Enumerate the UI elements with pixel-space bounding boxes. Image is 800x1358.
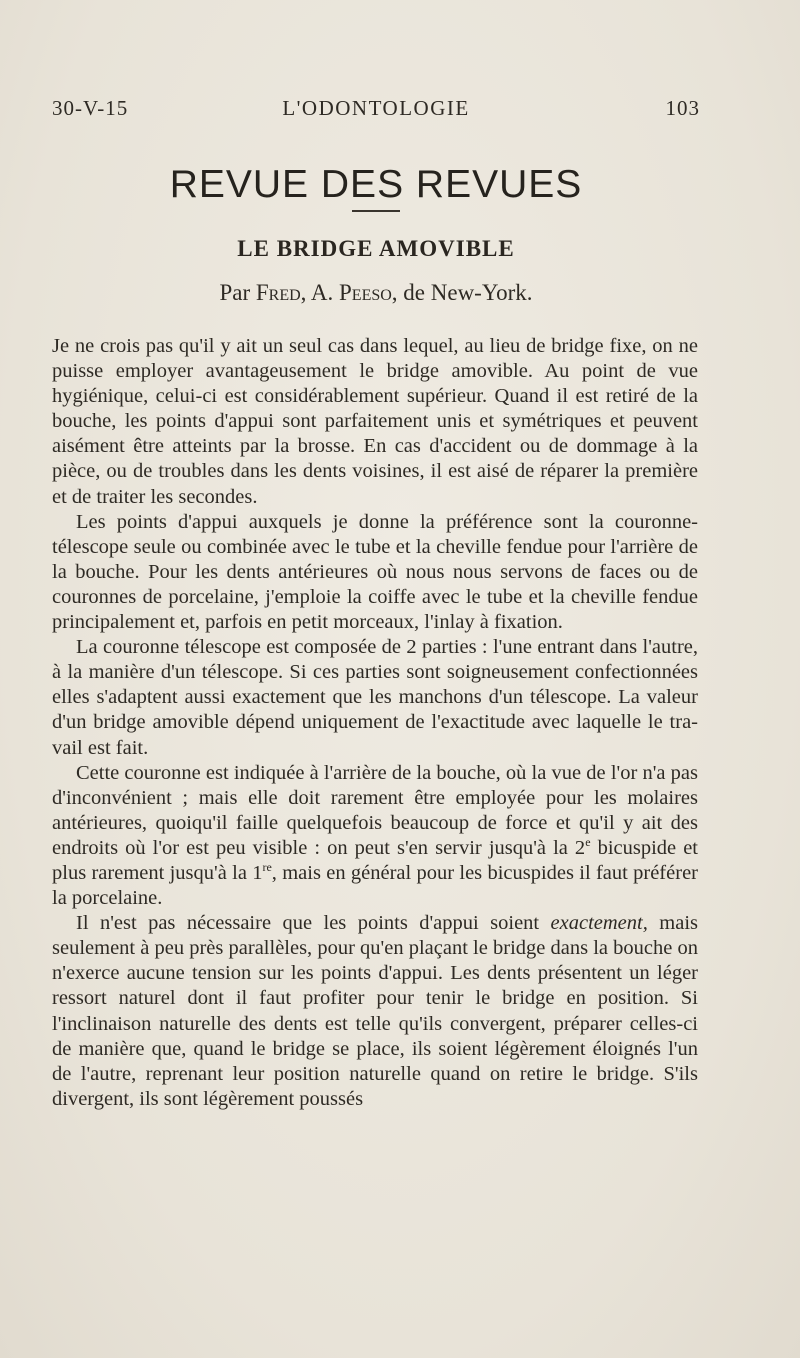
paragraph-5 — [52, 911, 698, 1112]
author-last-name: Peeso — [339, 280, 392, 305]
byline-prefix: Par — [219, 280, 256, 305]
paragraph-3: La couronne télescope est composée de 2 parties : l'une entrant dans l'autre, à la manière d'un télescope. Si ces parties sont soigneusement confectionnées elles s'adaptent aussi exactement que les manchons d'un télescope. La valeur d'un bridge amovible dépend uniquement de l'exactitude avec laquelle le travail est fait. — [52, 636, 698, 759]
paragraph-4-part-1: Cette couronne est indiquée à l'arrière de la bouche, où la vue de l'or n'a pas d'inconvénient ; mais elle doit rarement être employée pour les molaires antérieures, quoiqu'il faille quelquefois beaucoup de force et qu'il y ait des endroits où l'or est peu visible : on peut s'en servir jusqu'à la 2 — [52, 761, 698, 859]
paragraph-1: Je ne crois pas qu'il y ait un seul cas dans lequel, au lieu de bridge fixe, on ne puisse employer avantageusement le bridge amovible. Au point de vue hygiénique, celui-ci est considérablement supérieur. Quand il est retiré de la bouche, les points d'appui sont parfaitement unis et symétriques et peuvent aisément être atteints par la brosse. En cas d'accident ou de dommage à la pièce, ou de troubles dans les dents voisines, il est aisé de réparer la première et de traiter les secondes. — [52, 335, 698, 508]
author-first-name: Fred — [255, 280, 301, 305]
paragraph-4-part-2: bicuspide et plus rarement jusqu'à la 1 — [52, 836, 698, 884]
article-title: LE BRIDGE AMOVIBLE — [237, 236, 515, 261]
paragraph-5-part-2: mais seulement à peu près parallèles, pour qu'en plaçant le bridge dans la bouche on n'exerce aucune tension sur les points d'appui. Les dents présentent un léger ressort naturel dont il faut profiter pour tenir le bridge en position. Si l'inclinaison naturelle des dents est telle qu'ils convergent, préparer celles-ci de manière que, quand le bridge se place, ils soient légèrement éloignés l'un de l'autre, reprenant leur position naturelle quand on retire le bridge. S'ils divergent, ils sont légèrement poussés — [52, 912, 698, 1110]
paragraph-2: Les points d'appui auxquels je donne la préférence sont la couronne-télescope seule ou combinée avec le tube et la cheville fendue pour l'arrière de la bouche. Pour les dents antérieures où nous nous servons de faces ou de couronnes de porcelaine, j'emploie la coiffe avec le tube et la cheville fendue principalement et, parfois en petit morceaux, l'inlay à fixation. — [52, 510, 698, 634]
journal-title: L'ODONTOLOGIE — [282, 96, 470, 120]
title-divider — [352, 210, 400, 212]
running-head — [52, 96, 700, 126]
byline-initial: , A. — [300, 280, 339, 305]
emphasis-exactement: exactement, — [550, 912, 648, 935]
paragraph-4-part-3: , mais en général pour les bicuspides il faut préférer la porcelaine. — [52, 861, 698, 910]
article-body — [52, 334, 698, 1112]
ordinal-superscript-re: re — [262, 860, 272, 875]
byline — [52, 280, 700, 306]
issue-date: 30-V-15 — [52, 96, 129, 120]
ordinal-superscript-e: e — [585, 835, 591, 850]
paragraph-5-part-1: Il n'est pas nécessaire que les points d'appui soient — [76, 912, 551, 935]
paragraph-4 — [52, 761, 698, 912]
page-number: 103 — [665, 96, 700, 120]
section-title: REVUE DES REVUES — [169, 163, 583, 206]
byline-suffix: , de New-York. — [391, 280, 533, 305]
